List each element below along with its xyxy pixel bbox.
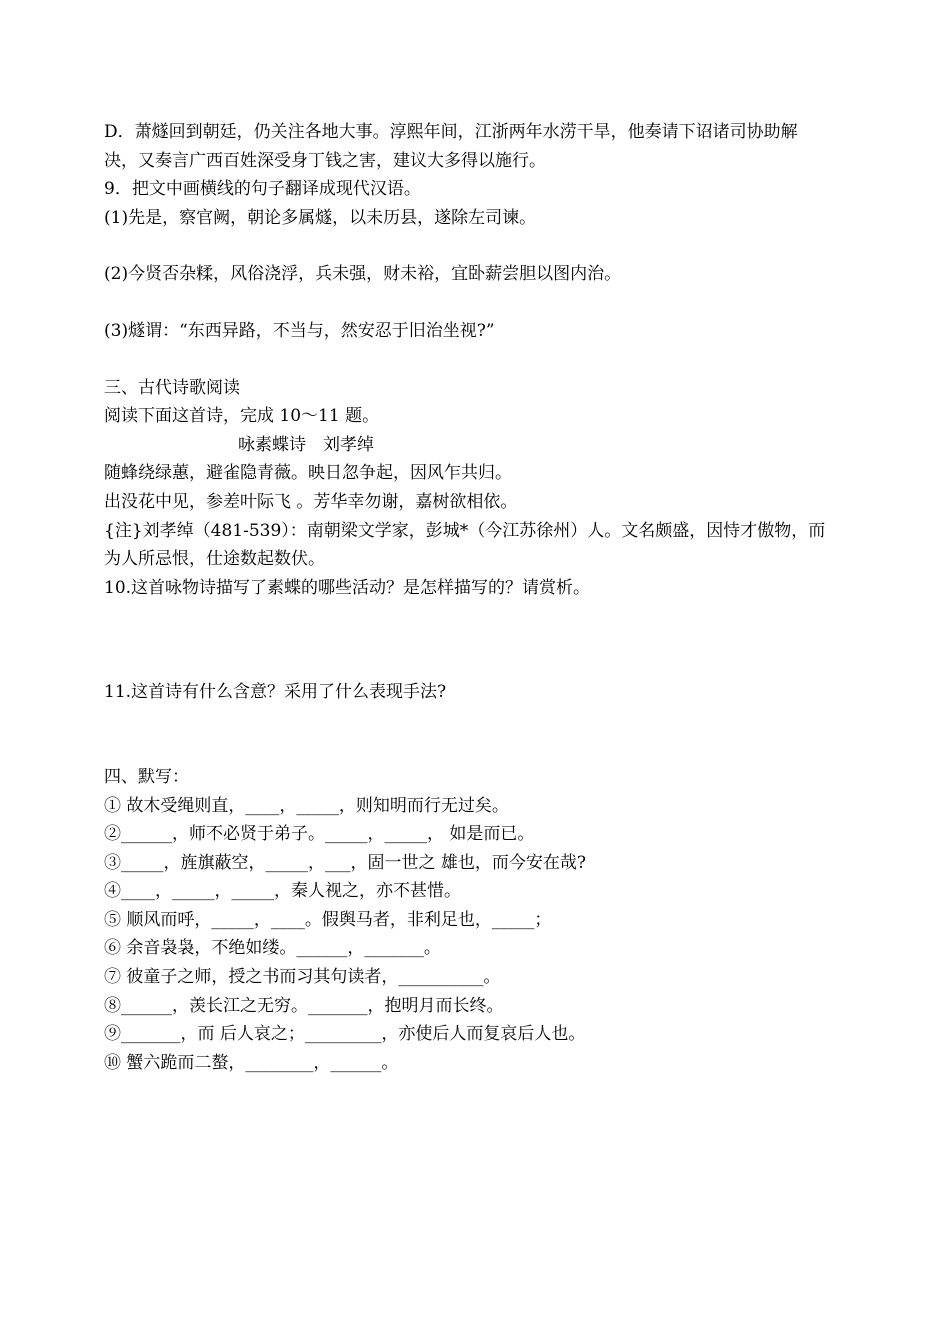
section-3-instruction: 阅读下面这首诗，完成 10～11 题。 [104, 406, 380, 427]
dictation-item-10: ⑩ 蟹六跪而二螯，________，______。 [104, 1052, 399, 1073]
poem-note-line-1: {注}刘孝绰（481-539）：南朝梁文学家，彭城*（今江苏徐州）人。文名颇盛，因恃才傲物，而 [104, 520, 826, 541]
dictation-item-8: ⑧______，羡长江之无穷。_______，抱明月而长终。 [104, 995, 504, 1016]
question-10: 10.这首咏物诗描写了素蝶的哪些活动？是怎样描写的？请赏析。 [104, 577, 591, 598]
dictation-item-5: ⑤ 顺风而呼，_____，____。假舆马者，非利足也，_____； [104, 909, 552, 930]
question-11: 11.这首诗有什么含意？采用了什么表现手法? [104, 682, 447, 703]
question-9-item-1: (1)先是，察官阙，朝论多属燧，以未历县，遂除左司谏。 [104, 207, 537, 228]
poem-note-line-2: 为人所忌恨，仕途数起数伏。 [104, 549, 325, 570]
option-d-line-1: D．萧燧回到朝廷，仍关注各地大事。淳熙年间，江浙两年水涝干旱，他奏请下诏诸司协助解 [104, 122, 798, 142]
dictation-item-2: ②______，师不必贤于弟子。_____，_____， 如是而已。 [104, 824, 535, 845]
dictation-item-4: ④____，_____，_____，秦人视之，亦不甚惜。 [104, 881, 461, 902]
poem-title: 咏素蝶诗 刘孝绰 [238, 434, 374, 455]
poem-line-1: 随蜂绕绿蕙，避雀隐青薇。映日忽争起，因风乍共归。 [104, 463, 512, 484]
section-3-heading: 三、古代诗歌阅读 [104, 377, 240, 398]
dictation-item-6: ⑥ 余音袅袅，不绝如缕。______，_______。 [104, 938, 441, 959]
document-page [104, 118, 864, 1077]
dictation-item-1: ① 故木受绳则直，____，_____，则知明而行无过矣。 [104, 795, 509, 816]
section-4-heading: 四、默写： [104, 766, 189, 787]
dictation-item-9: ⑨_______，而 后人哀之；_________，亦使后人而复哀后人也。 [104, 1024, 586, 1045]
dictation-item-7: ⑦ 彼童子之师，授之书而习其句读者，__________。 [104, 967, 501, 988]
option-d-line-2: 决，又奏言广西百姓深受身丁钱之害，建议大多得以施行。 [104, 150, 546, 171]
dictation-item-3: ③_____，旌旗蔽空，_____，___，固一世之 雄也，而今安在哉? [104, 852, 587, 873]
question-9-title: 9．把文中画横线的句子翻译成现代汉语。 [104, 179, 421, 200]
question-9-item-3: (3)燧谓：“东西异路，不当与，然安忍于旧治坐视?” [104, 320, 495, 341]
question-9-item-2: (2)今贤否杂糅，风俗浇浮，兵未强，财未裕，宜卧薪尝胆以图内治。 [104, 264, 622, 285]
poem-line-2: 出没花中见，参差叶际飞 。芳华幸勿谢，嘉树欲相依。 [104, 491, 518, 512]
